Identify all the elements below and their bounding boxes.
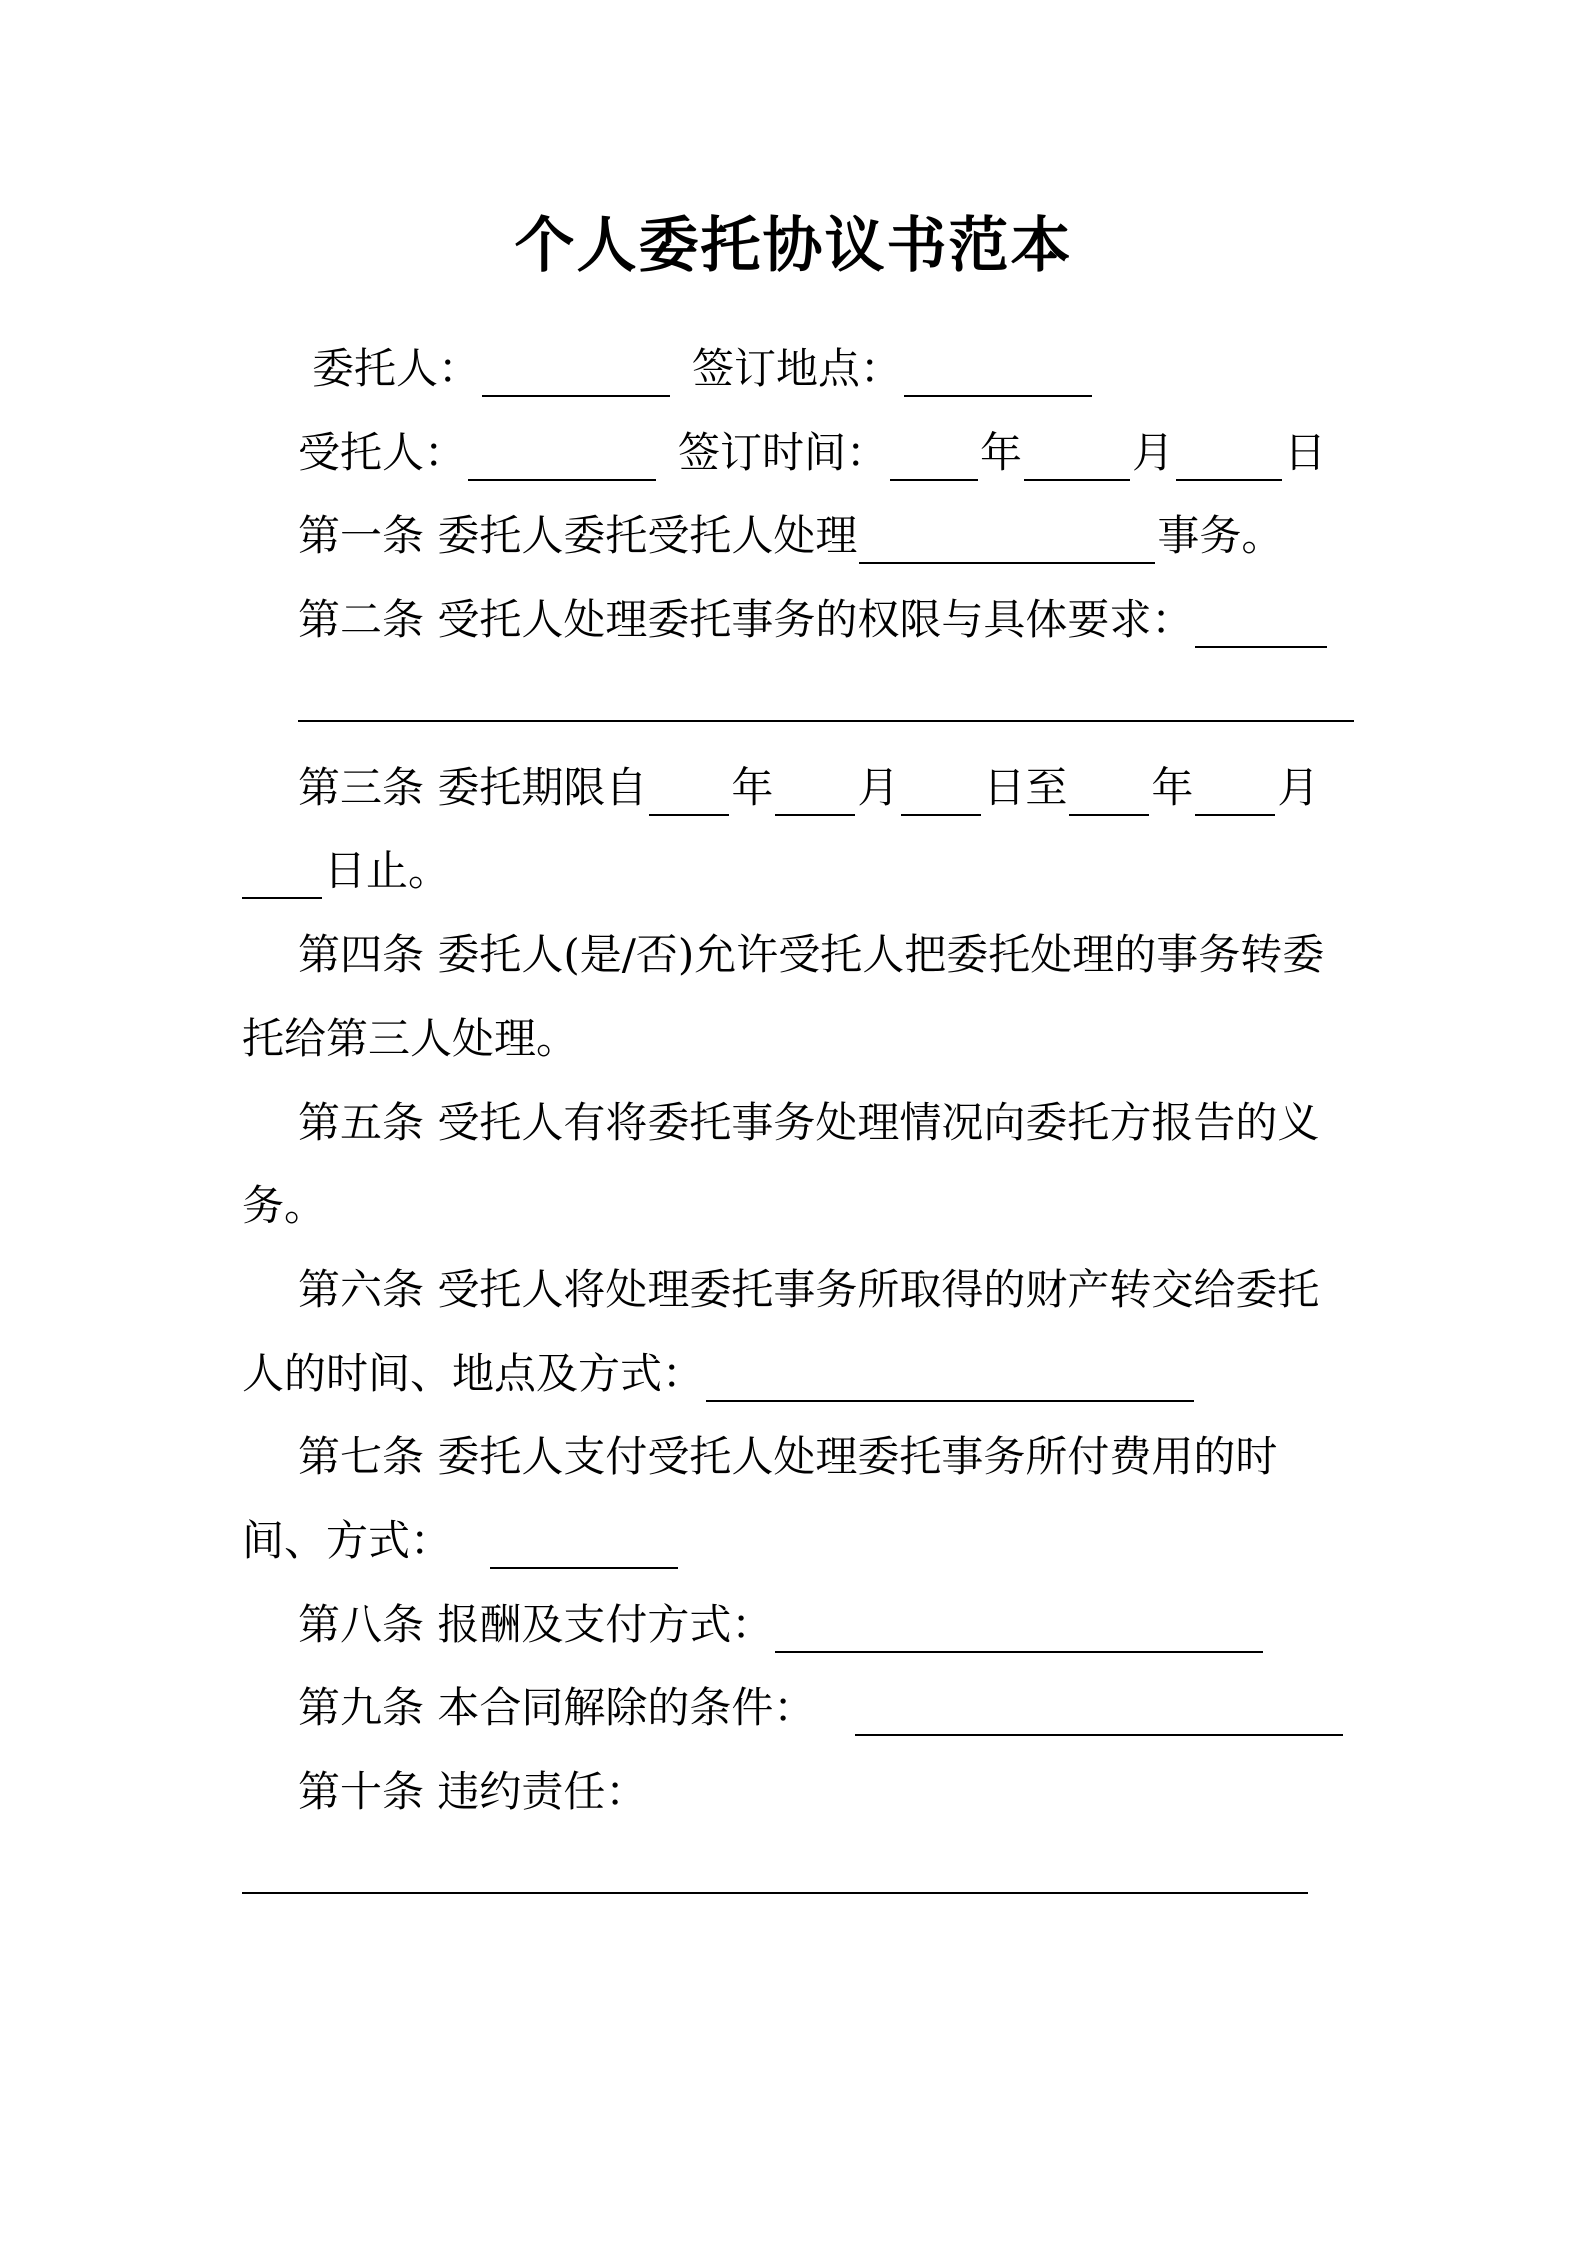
- article-6-cont: [242, 1346, 1196, 1402]
- article-7-text: 间、方式：: [242, 1516, 453, 1565]
- sign-month-blank[interactable]: [1024, 429, 1130, 481]
- article-2-blank[interactable]: [1195, 596, 1327, 648]
- start-month-blank[interactable]: [775, 764, 855, 816]
- article-6-blank[interactable]: [706, 1350, 1194, 1402]
- article-4: 第四条 委托人(是/否)允许受托人把委托处理的事务转委: [298, 930, 1325, 979]
- end-year-blank[interactable]: [1069, 764, 1149, 816]
- article-1: [298, 508, 1283, 564]
- sign-place-label: 签订地点：: [692, 344, 903, 393]
- sign-day-blank[interactable]: [1176, 429, 1282, 481]
- article-8: [298, 1597, 1265, 1653]
- article-9-blank[interactable]: [855, 1684, 1343, 1736]
- end-month-blank[interactable]: [1195, 764, 1275, 816]
- end-day-blank[interactable]: [242, 847, 322, 899]
- start-day-to-label: 日至: [983, 763, 1068, 812]
- article-5: 第五条 受托人有将委托事务处理情况向委托方报告的义: [298, 1098, 1320, 1147]
- agent-blank[interactable]: [468, 429, 656, 481]
- client-line: [312, 341, 1094, 397]
- article-1-end: 事务。: [1157, 511, 1284, 560]
- article-2-text: 第二条 受托人处理委托事务的权限与具体要求：: [298, 595, 1194, 644]
- article-7-blank[interactable]: [490, 1517, 678, 1569]
- article-3-cont: [242, 843, 450, 899]
- article-2: [298, 592, 1329, 648]
- article-7: 第七条 委托人支付受托人处理委托事务所付费用的时: [298, 1432, 1278, 1481]
- sign-time-label: 签订时间：: [678, 428, 889, 477]
- agent-label: 受托人：: [298, 428, 467, 477]
- client-label: 委托人：: [312, 344, 481, 393]
- article-6-text: 人的时间、地点及方式：: [242, 1349, 705, 1398]
- start-day-blank[interactable]: [901, 764, 981, 816]
- document-title: 个人委托协议书范本: [514, 211, 1073, 281]
- sign-place-blank[interactable]: [904, 345, 1092, 397]
- article-1-blank[interactable]: [859, 512, 1155, 564]
- agent-line: [298, 425, 1326, 481]
- article-3-text: 第三条 委托期限自: [298, 763, 648, 812]
- end-year-label: 年: [1151, 763, 1194, 812]
- article-3: [298, 760, 1319, 816]
- year-label: 年: [980, 428, 1023, 477]
- article-3-end: 日止。: [324, 846, 451, 895]
- day-label: 日: [1284, 428, 1327, 477]
- start-year-label: 年: [731, 763, 774, 812]
- article-9-text: 第九条 本合同解除的条件：: [298, 1683, 816, 1732]
- article-8-text: 第八条 报酬及支付方式：: [298, 1600, 774, 1649]
- article-9: [298, 1680, 1345, 1736]
- article-5-cont: 务。: [242, 1181, 327, 1230]
- article-10-blank-line[interactable]: [242, 1892, 1308, 1894]
- sign-year-blank[interactable]: [890, 429, 978, 481]
- month-label: 月: [1132, 428, 1175, 477]
- article-8-blank[interactable]: [775, 1601, 1263, 1653]
- client-blank[interactable]: [482, 345, 670, 397]
- article-10: 第十条 违约责任：: [298, 1767, 648, 1816]
- article-6: 第六条 受托人将处理委托事务所取得的财产转交给委托: [298, 1265, 1320, 1314]
- end-month-label: 月: [1277, 763, 1320, 812]
- start-month-label: 月: [857, 763, 900, 812]
- article-2-blank-line[interactable]: [298, 720, 1354, 722]
- article-7-cont: [242, 1513, 680, 1569]
- start-year-blank[interactable]: [649, 764, 729, 816]
- article-4-cont: 托给第三人处理。: [242, 1014, 579, 1063]
- article-1-text: 第一条 委托人委托受托人处理: [298, 511, 858, 560]
